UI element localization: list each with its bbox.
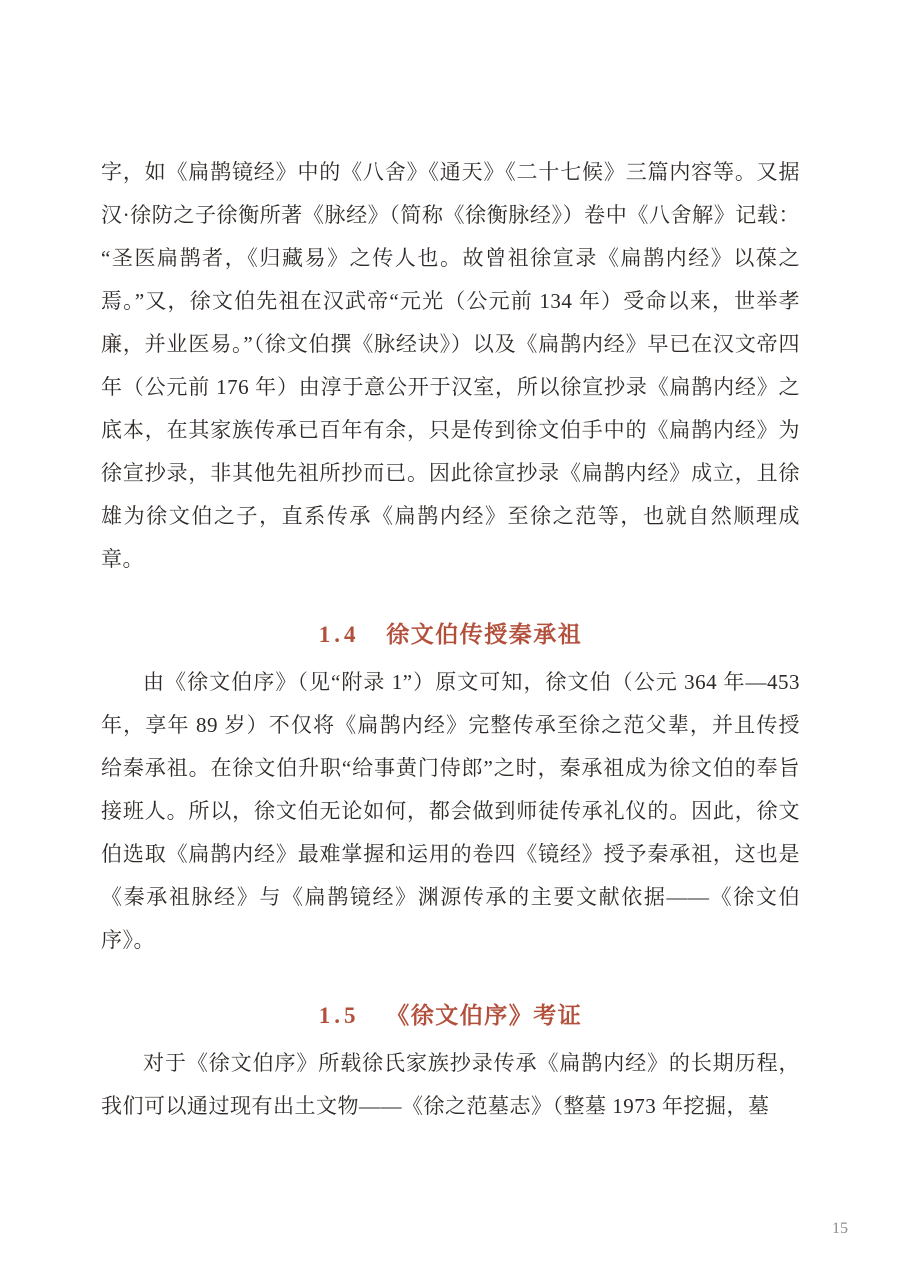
section-heading-1-4	[101, 613, 800, 656]
section-title-1-5: 《徐文伯序》考证	[386, 1003, 583, 1028]
page-number: 15	[832, 1220, 848, 1237]
paragraph-section-1-4: 由《徐文伯序》（见“附录 1”）原文可知，徐文伯（公元 364 年—453 年，享年 89 岁）不仅将《扁鹊内经》完整传承至徐之范父辈，并且传授给秦承祖。在徐文伯升职“给事黄门侍郎”之时，秦承祖成为徐文伯的奉旨接班人。所以，徐文伯无论如何，都会做到师徒传承礼仪的。因此，徐文伯选取《扁鹊内经》最难掌握和运用的卷四《镜经》授予秦承祖，这也是《秦承祖脉经》与《扁鹊镜经》渊源传承的主要文献依据——《徐文伯序》。	[101, 670, 800, 952]
section-number-1-4: 1.4	[318, 622, 360, 647]
section-title-1-4: 徐文伯传授秦承祖	[386, 622, 583, 647]
paragraph-continuation: 字，如《扁鹊镜经》中的《八舍》《通天》《二十七候》三篇内容等。又据汉·徐防之子徐衡所著《脉经》（简称《徐衡脉经》）卷中《八舍解》记载：“圣医扁鹊者，《归藏易》之传人也。故曾祖徐宣录《扁鹊内经》以葆之焉。”又，徐文伯先祖在汉武帝“元光（公元前 134 年）受命以来，世举孝廉，并业医易。”（徐文伯撰《脉经诀》）以及《扁鹊内经》早已在汉文帝四年（公元前 176 年）由淳于意公开于汉室，所以徐宣抄录《扁鹊内经》之底本，在其家族传承已百年有余，只是传到徐文伯手中的《扁鹊内经》为徐宣抄录，非其他先祖所抄而已。因此徐宣抄录《扁鹊内经》成立，且徐雄为徐文伯之子，直系传承《扁鹊内经》至徐之范等，也就自然顺理成章。	[101, 160, 800, 571]
section-number-1-5: 1.5	[318, 1003, 360, 1028]
section-heading-1-5	[101, 994, 800, 1037]
paragraph-section-1-5: 对于《徐文伯序》所载徐氏家族抄录传承《扁鹊内经》的长期历程，我们可以通过现有出土文物——《徐之范墓志》（整墓 1973 年挖掘，墓	[101, 1051, 800, 1118]
page-body	[101, 151, 800, 1128]
